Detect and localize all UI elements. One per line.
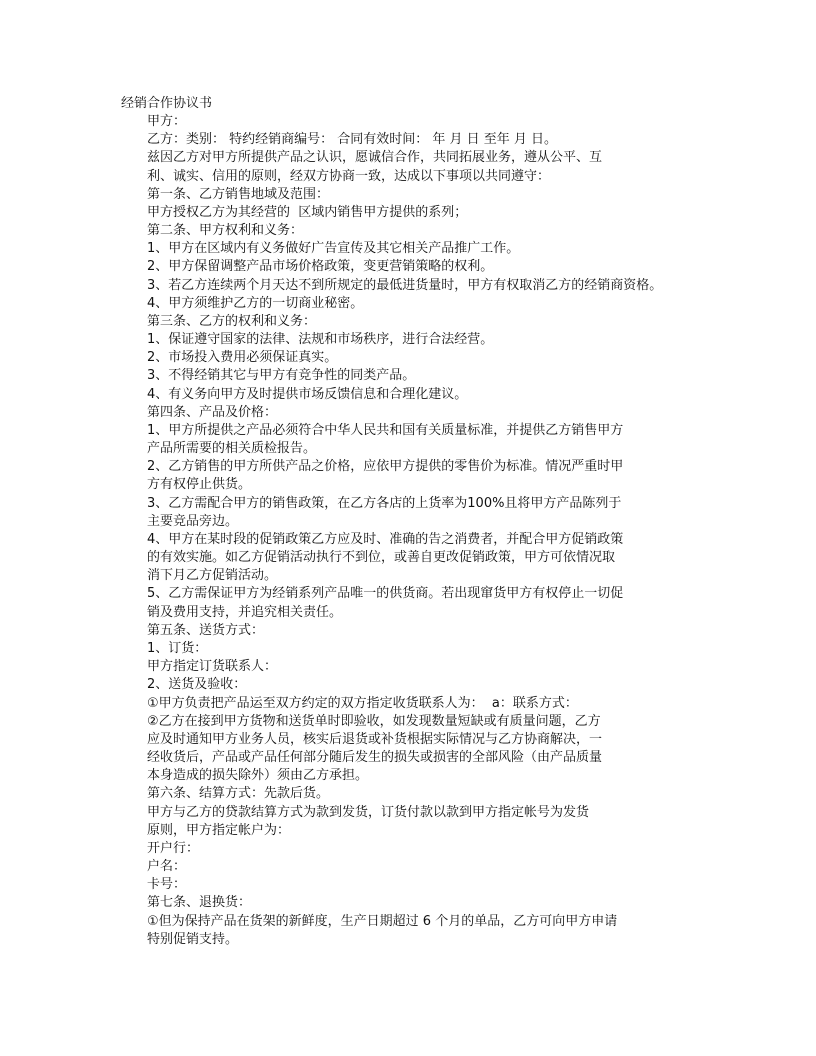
document-line: ①但为保持产品在货架的新鲜度，生产日期超过 6 个月的单品，乙方可向甲方申请 [147, 913, 618, 929]
document-line: 的有效实施。如乙方促销活动执行不到位，或善自更改促销政策，甲方可依情况取 [147, 550, 616, 566]
document-line: 户名： [147, 859, 187, 875]
document-line: 3、不得经销其它与甲方有竞争性的同类产品。 [147, 368, 416, 384]
document-line: 应及时通知甲方业务人员，核实后退货或补货根据实际情况与乙方协商解决，一 [147, 731, 603, 747]
document-line: 本身造成的损失除外）须由乙方承担。 [147, 768, 369, 784]
document-line: 第七条、退换货： [147, 895, 252, 911]
document-line: 1、保证遵守国家的法律、法规和市场秩序，进行合法经营。 [147, 332, 494, 348]
document-line: 2、乙方销售的甲方所供产品之价格，应依甲方提供的零售价为标准。情况严重时甲 [147, 459, 624, 475]
document-line: 5、乙方需保证甲方为经销系列产品唯一的供货商。若出现窜货甲方有权停止一切促 [147, 586, 624, 602]
document-line: 1、订货： [147, 640, 208, 656]
document-line: 经收货后，产品或产品任何部分随后发生的损失或损害的全部风险（由产品质量 [147, 750, 603, 766]
document-line: 2、甲方保留调整产品市场价格政策，变更营销策略的权利。 [147, 259, 494, 275]
document-line: 2、送货及验收： [147, 677, 247, 693]
document-line: 产品所需要的相关质检报告。 [147, 441, 317, 457]
document-line: 甲方指定订货联系人： [147, 659, 278, 675]
document-line: 第四条、产品及价格： [147, 404, 278, 420]
document-line: 特别促销支持。 [147, 931, 239, 947]
document-line: 第二条、甲方权利和义务： [147, 223, 304, 239]
document-line: 1、甲方所提供之产品必须符合中华人民共和国有关质量标准，并提供乙方销售甲方 [147, 422, 624, 438]
document-line: 第五条、送货方式： [147, 622, 265, 638]
document-line: 3、乙方需配合甲方的销售政策，在乙方各店的上货率为100%且将甲方产品陈列于 [147, 495, 622, 511]
document-line: 开户行： [147, 840, 200, 856]
document-line: 2、市场投入费用必须保证真实。 [147, 350, 338, 366]
document-line: 乙方：类别： 特约经销商编号： 合同有效时间： 年 月 日 至年 月 日。 [147, 132, 558, 148]
document-line: 4、甲方须维护乙方的一切商业秘密。 [147, 295, 364, 311]
document-line: 销及费用支持，并追究相关责任。 [147, 604, 343, 620]
document-line: ②乙方在接到甲方货物和送货单时即验收，如发现数量短缺或有质量问题，乙方 [147, 713, 601, 729]
document-line: 甲方与乙方的贷款结算方式为款到发货，订货付款以款到甲方指定帐号为发货 [147, 804, 590, 820]
document-line: 主要竞品旁边。 [147, 513, 239, 529]
document-line: 卡号： [147, 877, 187, 893]
document-line: 原则，甲方指定帐户为： [147, 822, 291, 838]
document-line: 3、若乙方连续两个月天达不到所规定的最低进货量时，甲方有权取消乙方的经销商资格。 [147, 277, 663, 293]
document-line: 利、诚实、信用的原则，经双方协商一致，达成以下事项以共同遵守： [147, 168, 551, 184]
document-line: 消下月乙方促销活动。 [147, 568, 278, 584]
document-line: 4、有义务向甲方及时提供市场反馈信息和合理化建议。 [147, 386, 468, 402]
document-line: 第一条、乙方销售地域及范围： [147, 186, 330, 202]
document-line: 4、甲方在某时段的促销政策乙方应及时、准确的告之消费者，并配合甲方促销政策 [147, 531, 624, 547]
document-line: 兹因乙方对甲方所提供产品之认识，愿诚信合作，共同拓展业务，遵从公平、互 [147, 150, 603, 166]
document-line: 甲方： [147, 114, 187, 129]
document-line: 1、甲方在区域内有义务做好广告宣传及其它相关产品推广工作。 [147, 241, 520, 257]
document-title: 经销合作协议书 [121, 96, 213, 111]
document-line: 第三条、乙方的权利和义务： [147, 313, 317, 329]
document-line: 第六条、结算方式：先款后货。 [147, 786, 330, 802]
document-line: 甲方授权乙方为其经营的 区域内销售甲方提供的系列； [147, 204, 468, 220]
document-line: ①甲方负责把产品运至双方约定的双方指定收货联系人为： a：联系方式： [147, 695, 578, 711]
document-line: 方有权停止供货。 [147, 477, 252, 493]
document-body [147, 113, 767, 949]
